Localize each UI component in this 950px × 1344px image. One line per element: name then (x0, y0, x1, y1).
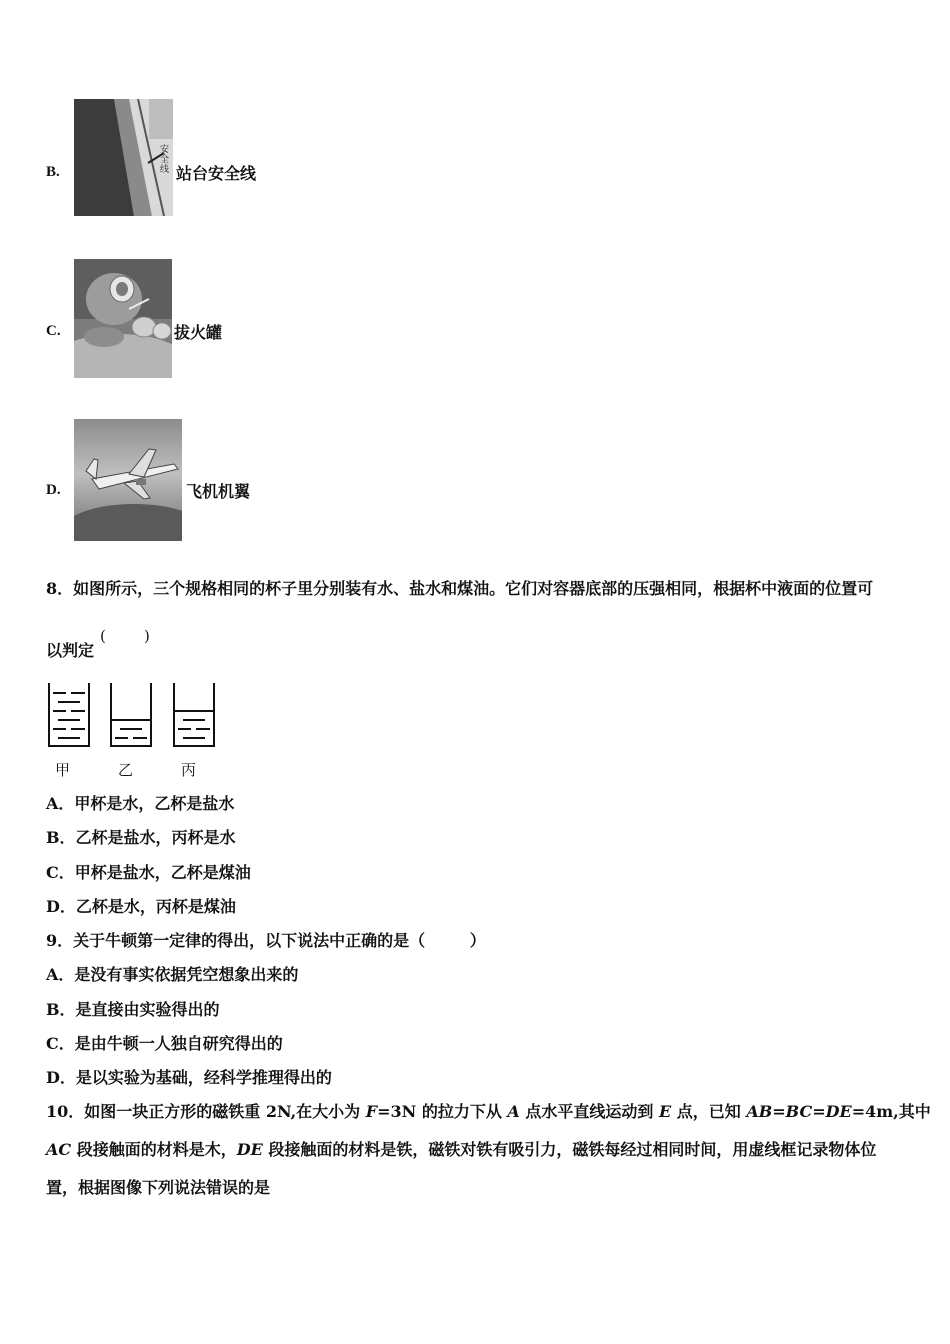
q8-answer-paren: ( ) (100, 627, 150, 645)
cup-label-bing: 丙 (181, 761, 197, 779)
option-d-letter: D. (46, 482, 61, 498)
airplane-wing-photo (74, 419, 182, 541)
option-d-text: 飞机机翼 (186, 482, 251, 501)
q10-stem-line2: AC 段接触面的材料是木，DE 段接触面的材料是铁，磁铁对铁有吸引力，磁铁每经过相同时间，用虚线框记录物体位 (46, 1140, 877, 1159)
option-c-text: 拔火罐 (174, 323, 223, 342)
option-b-text: 站台安全线 (176, 164, 257, 183)
cup-label-jia: 甲 (55, 761, 71, 779)
q9-option-a: A．是没有事实依据凭空想象出来的 (46, 965, 299, 984)
safety-line-caption: 安全线 (160, 145, 170, 175)
cup-jia (49, 683, 89, 746)
q8-option-c: C．甲杯是盐水，乙杯是煤油 (46, 863, 251, 882)
cup-yi (111, 683, 151, 746)
q9-option-c: C．是由牛顿一人独自研究得出的 (46, 1034, 283, 1053)
q8-stem-line1: 8．如图所示，三个规格相同的杯子里分别装有水、盐水和煤油。它们对容器底部的压强相同，根据杯中液面的位置可 (46, 579, 874, 598)
option-c-letter: C. (46, 323, 61, 339)
q8-option-d: D．乙杯是水，丙杯是煤油 (46, 897, 236, 916)
option-b-letter: B. (46, 164, 60, 180)
q9-option-b: B．是直接由实验得出的 (46, 1000, 220, 1019)
q10-stem-line1: 10．如图一块正方形的磁铁重 2N,在大小为 F=3N 的拉力下从 A 点水平直线运动到 E 点，已知 AB=BC=DE=4m,其中 (46, 1102, 931, 1121)
three-cups-figure (44, 680, 224, 780)
q9-option-d: D．是以实验为基础，经科学推理得出的 (46, 1068, 332, 1087)
q10-stem-line3: 置，根据图像下列说法错误的是 (46, 1178, 271, 1197)
q9-stem: 9．关于牛顿第一定律的得出，以下说法中正确的是（ ） (46, 931, 486, 950)
q8-option-b: B．乙杯是盐水，丙杯是水 (46, 828, 236, 847)
cupping-therapy-photo (74, 259, 172, 378)
q8-stem-line2: 以判定 (46, 641, 95, 660)
platform-safety-line-photo (74, 99, 173, 216)
cup-bing (174, 683, 214, 746)
q8-option-a: A．甲杯是水，乙杯是盐水 (46, 794, 235, 813)
cup-label-yi: 乙 (118, 761, 134, 779)
